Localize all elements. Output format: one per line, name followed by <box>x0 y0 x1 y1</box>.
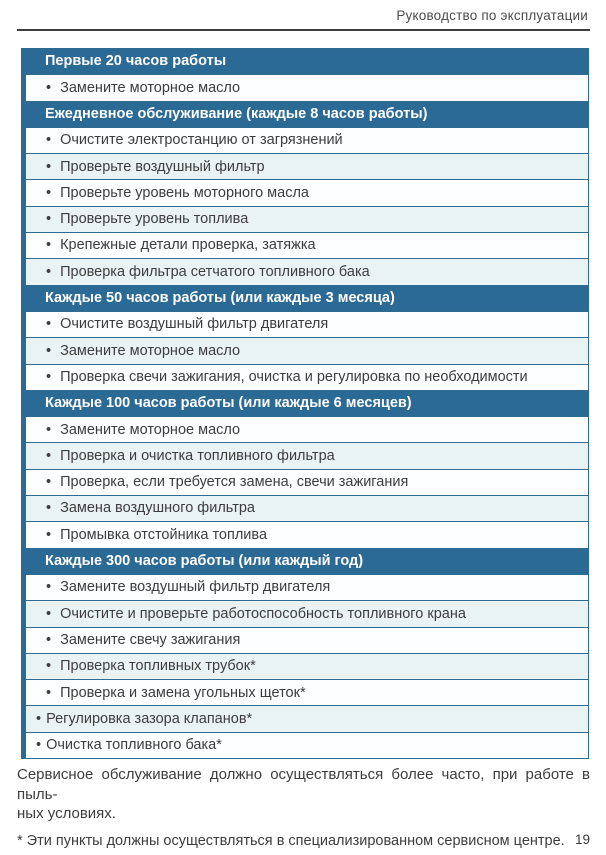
task-row <box>25 365 589 391</box>
task-row <box>25 496 589 522</box>
asterisk-footnote: * Эти пункты должны осуществляться в специализированном сервисном центре. <box>17 832 565 849</box>
task-row <box>25 601 589 627</box>
task-label: Крепежные детали проверка, затяжка <box>60 237 316 254</box>
bullet-icon: • <box>46 474 52 491</box>
manual-header-title: Руководство по эксплуатации <box>396 8 588 23</box>
maintenance-schedule-table <box>21 48 589 759</box>
task-label: Замените моторное масло <box>60 79 241 96</box>
section-header-label: Каждые 50 часов работы (или каждые 3 месяца) <box>45 290 395 307</box>
service-note-line-1: Сервисное обслуживание должно осуществляться более часто, при работе в пыль- <box>17 766 590 803</box>
task-row <box>25 312 589 338</box>
task-row <box>25 628 589 654</box>
task-row <box>25 706 589 732</box>
task-label: Очистите электростанцию от загрязнений <box>60 132 343 149</box>
task-label: Очистите и проверьте работоспособность топливного крана <box>60 605 466 622</box>
bullet-icon: • <box>46 342 52 359</box>
task-row <box>25 522 589 548</box>
task-row <box>25 180 589 206</box>
page-number: 19 <box>574 832 590 847</box>
section-header-row <box>25 549 589 575</box>
task-row <box>25 207 589 233</box>
task-label: Проверьте уровень топлива <box>60 211 249 228</box>
task-row <box>25 338 589 364</box>
running-head <box>17 0 590 31</box>
task-row <box>25 443 589 469</box>
task-row <box>25 470 589 496</box>
service-note <box>17 765 590 824</box>
task-label: Замените моторное масло <box>60 421 241 438</box>
section-header-label: Каждые 100 часов работы (или каждые 6 месяцев) <box>45 395 412 412</box>
task-row <box>25 575 589 601</box>
task-row <box>25 75 589 101</box>
bullet-icon: • <box>46 368 52 385</box>
task-label: Проверка фильтра сетчатого топливного бака <box>60 263 370 280</box>
bullet-icon: • <box>46 579 52 596</box>
task-row <box>25 233 589 259</box>
section-header-row <box>25 49 589 75</box>
section-header-label: Первые 20 часов работы <box>45 53 227 70</box>
task-label: Проверка и очистка топливного фильтра <box>60 447 335 464</box>
task-label: Проверьте уровень моторного масла <box>60 184 309 201</box>
task-row <box>25 417 589 443</box>
task-row <box>25 154 589 180</box>
task-label: Замена воздушного фильтра <box>60 500 255 517</box>
task-label: Регулировка зазора клапанов* <box>46 710 253 727</box>
task-row <box>25 733 589 759</box>
task-row <box>25 128 589 154</box>
bullet-icon: • <box>46 658 52 675</box>
bullet-icon: • <box>46 316 52 333</box>
bullet-icon: • <box>46 631 52 648</box>
bullet-icon: • <box>46 237 52 254</box>
task-row <box>25 680 589 706</box>
bullet-icon: • <box>36 737 42 754</box>
bullet-icon: • <box>46 447 52 464</box>
task-label: Проверьте воздушный фильтр <box>60 158 265 175</box>
bullet-icon: • <box>46 132 52 149</box>
bullet-icon: • <box>46 211 52 228</box>
bullet-icon: • <box>46 421 52 438</box>
bullet-icon: • <box>36 710 42 727</box>
task-row <box>25 654 589 680</box>
task-label: Проверка и замена угольных щеток* <box>60 684 306 701</box>
task-label: Промывка отстойника топлива <box>60 526 268 543</box>
task-label: Замените моторное масло <box>60 342 241 359</box>
section-header-row <box>25 391 589 417</box>
task-label: Очистите воздушный фильтр двигателя <box>60 316 329 333</box>
service-note-line-2: ных условиях. <box>17 805 116 823</box>
task-label: Проверка свечи зажигания, очистка и регулировка по необходимости <box>60 368 528 385</box>
bullet-icon: • <box>46 79 52 96</box>
section-header-row <box>25 102 589 128</box>
bullet-icon: • <box>46 158 52 175</box>
bullet-icon: • <box>46 605 52 622</box>
task-row <box>25 259 589 285</box>
bullet-icon: • <box>46 526 52 543</box>
task-label: Замените свечу зажигания <box>60 631 241 648</box>
task-label: Проверка топливных трубок* <box>60 658 256 675</box>
section-header-row <box>25 286 589 312</box>
task-label: Замените воздушный фильтр двигателя <box>60 579 331 596</box>
bullet-icon: • <box>46 500 52 517</box>
task-label: Проверка, если требуется замена, свечи зажигания <box>60 474 409 491</box>
bullet-icon: • <box>46 263 52 280</box>
bullet-icon: • <box>46 184 52 201</box>
section-header-label: Каждые 300 часов работы (или каждый год) <box>45 553 364 570</box>
section-header-label: Ежедневное обслуживание (каждые 8 часов работы) <box>45 105 428 122</box>
bullet-icon: • <box>46 684 52 701</box>
task-label: Очистка топливного бака* <box>46 737 222 754</box>
